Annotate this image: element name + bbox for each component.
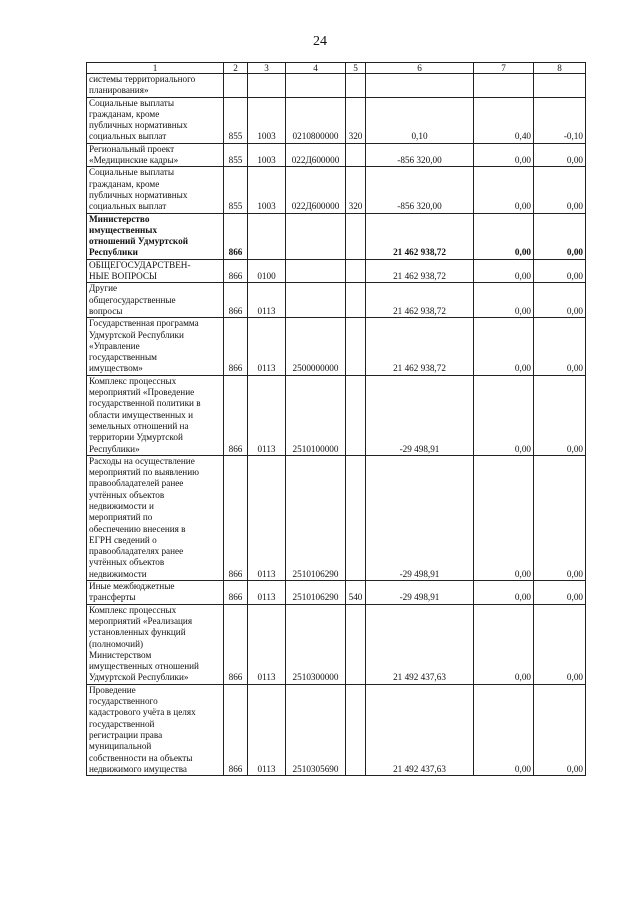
amount-cell: 0,00 bbox=[474, 684, 534, 775]
ministry-code-cell: 866 bbox=[224, 604, 248, 684]
table-row bbox=[87, 684, 586, 775]
column-header: 2 bbox=[224, 63, 248, 74]
section-code-cell: 0113 bbox=[248, 684, 286, 775]
column-header: 7 bbox=[474, 63, 534, 74]
target-code-cell: 022Д600000 bbox=[286, 167, 346, 213]
section-code-cell: 0113 bbox=[248, 455, 286, 580]
row-name-cell: Проведение государственного кадастрового учёта в целях государственной регистрации права муниципальной собственности на объекты недвижимого имущества bbox=[87, 684, 224, 775]
table-row bbox=[87, 581, 586, 605]
amount-cell bbox=[366, 74, 474, 98]
column-header: 4 bbox=[286, 63, 346, 74]
row-name-cell: Расходы на осуществление мероприятий по выявлению правообладателей ранее учтённых объектов недвижимости и мероприятий по обеспечению внесения в ЕГРН сведений о правообладателях ранее учтённых объектов недвижимости bbox=[87, 455, 224, 580]
table-row bbox=[87, 318, 586, 375]
expense-type-cell bbox=[346, 259, 366, 283]
amount-cell: 0,00 bbox=[474, 143, 534, 167]
expense-type-cell bbox=[346, 375, 366, 455]
section-code-cell: 1003 bbox=[248, 167, 286, 213]
table-row bbox=[87, 74, 586, 98]
amount-cell: 0,00 bbox=[534, 375, 586, 455]
section-code-cell: 1003 bbox=[248, 97, 286, 143]
table-header-row bbox=[87, 63, 586, 74]
amount-cell bbox=[534, 74, 586, 98]
table-row bbox=[87, 375, 586, 455]
expense-type-cell bbox=[346, 74, 366, 98]
amount-cell: 0,00 bbox=[534, 213, 586, 259]
amount-cell: 21 462 938,72 bbox=[366, 318, 474, 375]
row-name-cell: системы территориального планирования» bbox=[87, 74, 224, 98]
page-number: 24 bbox=[313, 34, 327, 49]
table-row bbox=[87, 604, 586, 684]
target-code-cell: 022Д600000 bbox=[286, 143, 346, 167]
budget-table bbox=[86, 62, 586, 776]
expense-type-cell bbox=[346, 684, 366, 775]
amount-cell: 0,10 bbox=[366, 97, 474, 143]
expense-type-cell bbox=[346, 455, 366, 580]
amount-cell: 0,00 bbox=[474, 455, 534, 580]
amount-cell: 0,00 bbox=[474, 167, 534, 213]
amount-cell: 0,00 bbox=[474, 213, 534, 259]
amount-cell: -29 498,91 bbox=[366, 375, 474, 455]
row-name-cell: Социальные выплаты гражданам, кроме публичных нормативных социальных выплат bbox=[87, 167, 224, 213]
expense-type-cell bbox=[346, 283, 366, 318]
target-code-cell: 2510106290 bbox=[286, 455, 346, 580]
target-code-cell: 0210800000 bbox=[286, 97, 346, 143]
amount-cell: 0,00 bbox=[534, 283, 586, 318]
amount-cell: 0,00 bbox=[534, 143, 586, 167]
amount-cell: -29 498,91 bbox=[366, 581, 474, 605]
column-header: 6 bbox=[366, 63, 474, 74]
ministry-code-cell: 866 bbox=[224, 455, 248, 580]
expense-type-cell bbox=[346, 213, 366, 259]
ministry-code-cell bbox=[224, 74, 248, 98]
column-header: 1 bbox=[87, 63, 224, 74]
row-name-cell: Региональный проект «Медицинские кадры» bbox=[87, 143, 224, 167]
amount-cell: 0,00 bbox=[534, 167, 586, 213]
row-name-cell: Государственная программа Удмуртской Республики «Управление государственным имуществом» bbox=[87, 318, 224, 375]
ministry-code-cell: 866 bbox=[224, 283, 248, 318]
amount-cell: 0,40 bbox=[474, 97, 534, 143]
expense-type-cell bbox=[346, 318, 366, 375]
expense-type-cell: 540 bbox=[346, 581, 366, 605]
target-code-cell bbox=[286, 213, 346, 259]
amount-cell: 21 462 938,72 bbox=[366, 213, 474, 259]
table-row bbox=[87, 97, 586, 143]
section-code-cell: 0100 bbox=[248, 259, 286, 283]
amount-cell: 0,00 bbox=[474, 604, 534, 684]
target-code-cell: 2510305690 bbox=[286, 684, 346, 775]
ministry-code-cell: 866 bbox=[224, 318, 248, 375]
amount-cell: 21 492 437,63 bbox=[366, 684, 474, 775]
amount-cell: 0,00 bbox=[474, 259, 534, 283]
row-name-cell: Комплекс процессных мероприятий «Проведение государственной политики в области имущественных и земельных отношений на территории Удмуртской Республики» bbox=[87, 375, 224, 455]
amount-cell: 0,00 bbox=[474, 581, 534, 605]
amount-cell: 0,00 bbox=[534, 684, 586, 775]
row-name-cell: Иные межбюджетные трансферты bbox=[87, 581, 224, 605]
amount-cell: 0,00 bbox=[474, 318, 534, 375]
row-name-cell: ОБЩЕГОСУДАРСТВЕН- НЫЕ ВОПРОСЫ bbox=[87, 259, 224, 283]
row-name-cell: Министерство имущественных отношений Удмуртской Республики bbox=[87, 213, 224, 259]
target-code-cell: 2510106290 bbox=[286, 581, 346, 605]
target-code-cell bbox=[286, 259, 346, 283]
table-row bbox=[87, 259, 586, 283]
amount-cell: 0,00 bbox=[534, 318, 586, 375]
table-row bbox=[87, 143, 586, 167]
target-code-cell: 2510300000 bbox=[286, 604, 346, 684]
amount-cell: 21 462 938,72 bbox=[366, 283, 474, 318]
amount-cell: 0,00 bbox=[534, 259, 586, 283]
expense-type-cell: 320 bbox=[346, 167, 366, 213]
section-code-cell: 1003 bbox=[248, 143, 286, 167]
section-code-cell: 0113 bbox=[248, 318, 286, 375]
table-row bbox=[87, 455, 586, 580]
amount-cell: 21 462 938,72 bbox=[366, 259, 474, 283]
target-code-cell: 2500000000 bbox=[286, 318, 346, 375]
target-code-cell bbox=[286, 283, 346, 318]
amount-cell: 0,00 bbox=[534, 604, 586, 684]
target-code-cell: 2510100000 bbox=[286, 375, 346, 455]
ministry-code-cell: 866 bbox=[224, 259, 248, 283]
target-code-cell bbox=[286, 74, 346, 98]
column-header: 3 bbox=[248, 63, 286, 74]
row-name-cell: Другие общегосударственные вопросы bbox=[87, 283, 224, 318]
ministry-code-cell: 855 bbox=[224, 167, 248, 213]
amount-cell: 0,00 bbox=[534, 581, 586, 605]
column-header: 8 bbox=[534, 63, 586, 74]
section-code-cell: 0113 bbox=[248, 581, 286, 605]
row-name-cell: Социальные выплаты гражданам, кроме публичных нормативных социальных выплат bbox=[87, 97, 224, 143]
section-code-cell: 0113 bbox=[248, 604, 286, 684]
section-code-cell bbox=[248, 213, 286, 259]
amount-cell: -29 498,91 bbox=[366, 455, 474, 580]
row-name-cell: Комплекс процессных мероприятий «Реализация установленных функций (полномочий) Министерством имущественных отношений Удмуртской Республики» bbox=[87, 604, 224, 684]
ministry-code-cell: 855 bbox=[224, 97, 248, 143]
section-code-cell bbox=[248, 74, 286, 98]
amount-cell: -856 320,00 bbox=[366, 143, 474, 167]
expense-type-cell: 320 bbox=[346, 97, 366, 143]
amount-cell bbox=[474, 74, 534, 98]
amount-cell: -0,10 bbox=[534, 97, 586, 143]
ministry-code-cell: 866 bbox=[224, 684, 248, 775]
section-code-cell: 0113 bbox=[248, 375, 286, 455]
table-row bbox=[87, 167, 586, 213]
ministry-code-cell: 866 bbox=[224, 213, 248, 259]
column-header: 5 bbox=[346, 63, 366, 74]
amount-cell: -856 320,00 bbox=[366, 167, 474, 213]
ministry-code-cell: 866 bbox=[224, 581, 248, 605]
expense-type-cell bbox=[346, 143, 366, 167]
section-code-cell: 0113 bbox=[248, 283, 286, 318]
amount-cell: 0,00 bbox=[474, 375, 534, 455]
table-body bbox=[87, 63, 586, 776]
amount-cell: 0,00 bbox=[474, 283, 534, 318]
amount-cell: 0,00 bbox=[534, 455, 586, 580]
table-row bbox=[87, 283, 586, 318]
ministry-code-cell: 866 bbox=[224, 375, 248, 455]
ministry-code-cell: 855 bbox=[224, 143, 248, 167]
table-row bbox=[87, 213, 586, 259]
expense-type-cell bbox=[346, 604, 366, 684]
amount-cell: 21 492 437,63 bbox=[366, 604, 474, 684]
